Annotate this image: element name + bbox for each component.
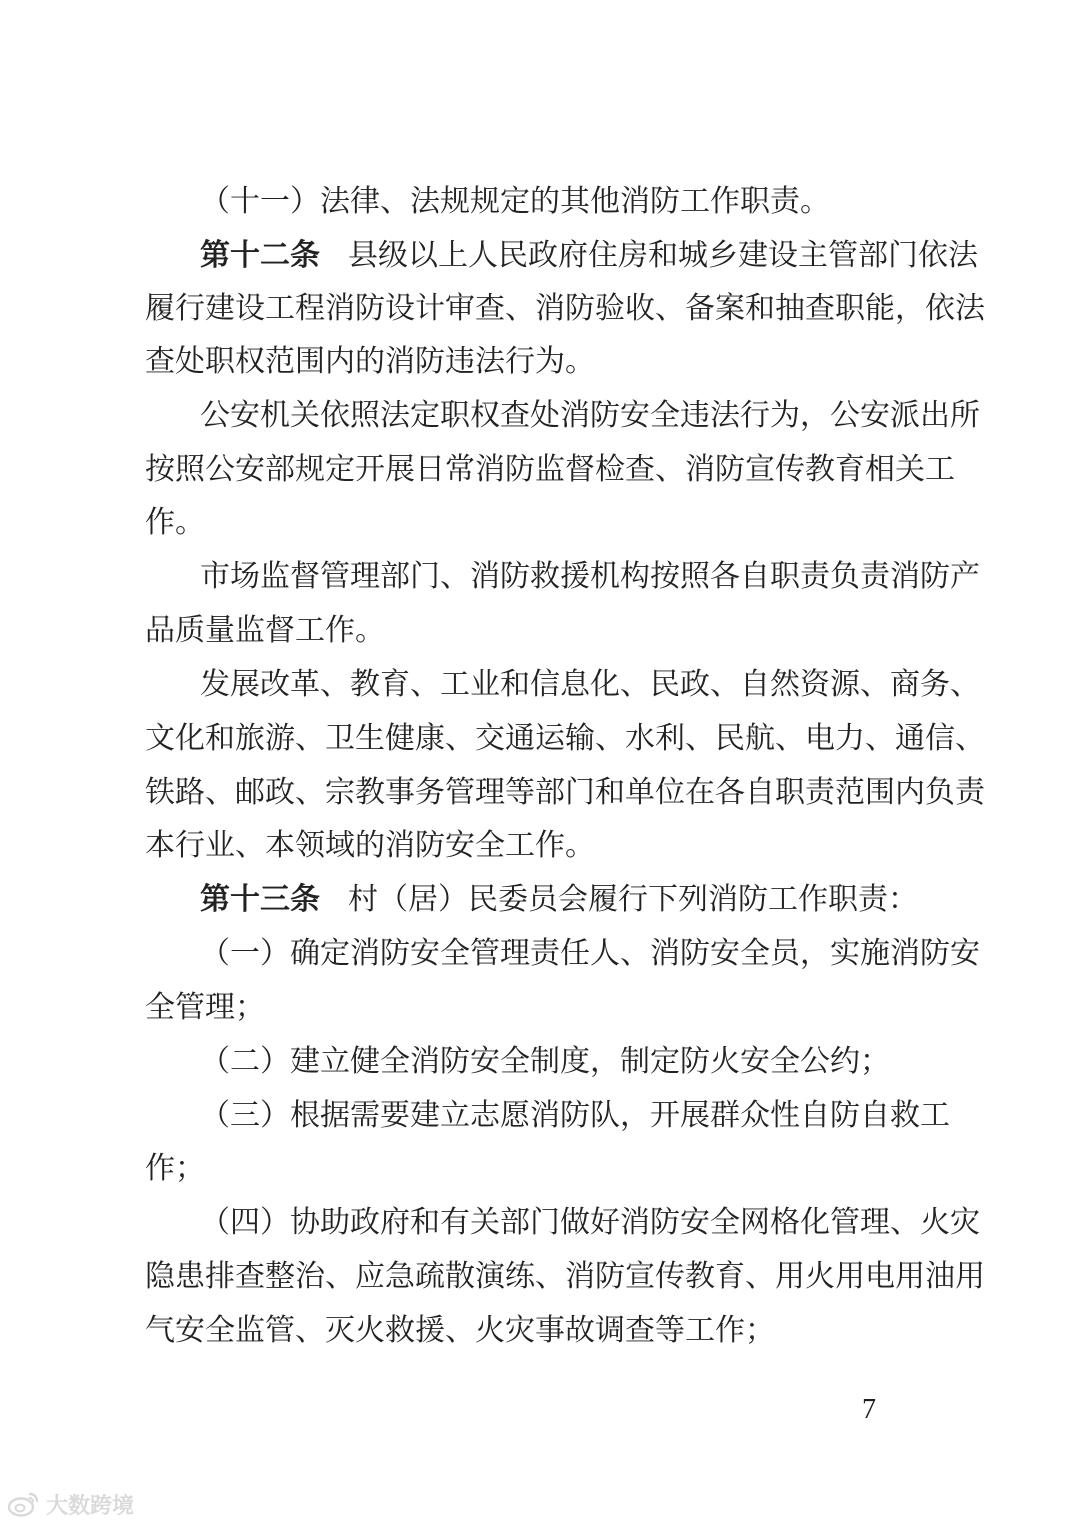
paragraph-line: 作； bbox=[145, 1151, 205, 1186]
page-number: 7 bbox=[862, 1394, 876, 1425]
paragraph-line: （三）根据需要建立志愿消防队，开展群众性自防自救工 bbox=[200, 1098, 950, 1133]
paragraph-line bbox=[200, 880, 938, 920]
paragraph-line: 气安全监管、灭火救援、火灾事故调查等工作； bbox=[145, 1313, 775, 1348]
paragraph-line: （四）协助政府和有关部门做好消防安全网格化管理、火灾 bbox=[200, 1205, 980, 1240]
watermark bbox=[6, 1486, 134, 1522]
paragraph-line: （二）建立健全消防安全制度，制定防火安全公约； bbox=[200, 1044, 890, 1079]
paragraph-line: 市场监督管理部门、消防救援机构按照各自职责负责消防产 bbox=[200, 559, 980, 594]
paragraph-line bbox=[200, 236, 978, 276]
paragraph-text: 县级以上人民政府住房和城乡建设主管部门依法 bbox=[348, 238, 978, 273]
paragraph-line: 本行业、本领域的消防安全工作。 bbox=[145, 828, 595, 863]
paragraph-text: 村（居）民委员会履行下列消防工作职责： bbox=[348, 882, 918, 917]
paragraph-line: （十一）法律、法规规定的其他消防工作职责。 bbox=[200, 184, 830, 219]
paragraph-line: 品质量监督工作。 bbox=[145, 613, 385, 648]
paragraph-line: 作。 bbox=[145, 505, 205, 540]
article-heading: 第十三条 bbox=[200, 882, 320, 917]
weibo-logo-icon bbox=[6, 1490, 40, 1518]
article-heading: 第十二条 bbox=[200, 238, 320, 273]
paragraph-line: 隐患排查整治、应急疏散演练、消防宣传教育、用火用电用油用 bbox=[145, 1259, 985, 1294]
watermark-text: 大数跨境 bbox=[46, 1493, 135, 1519]
paragraph-line: 查处职权范围内的消防违法行为。 bbox=[145, 344, 595, 379]
paragraph-line: 公安机关依照法定职权查处消防安全违法行为，公安派出所 bbox=[200, 398, 980, 433]
paragraph-line: 铁路、邮政、宗教事务管理等部门和单位在各自职责范围内负责 bbox=[145, 775, 985, 810]
paragraph-line: 按照公安部规定开展日常消防监督检查、消防宣传教育相关工 bbox=[145, 452, 955, 487]
paragraph-line: 履行建设工程消防设计审查、消防验收、备案和抽查职能，依法 bbox=[145, 291, 985, 326]
paragraph-line: 发展改革、教育、工业和信息化、民政、自然资源、商务、 bbox=[200, 667, 980, 702]
paragraph-line: 全管理； bbox=[145, 990, 265, 1025]
paragraph-line: 文化和旅游、卫生健康、交通运输、水利、民航、电力、通信、 bbox=[145, 721, 985, 756]
paragraph-line: （一）确定消防安全管理责任人、消防安全员，实施消防安 bbox=[200, 936, 980, 971]
